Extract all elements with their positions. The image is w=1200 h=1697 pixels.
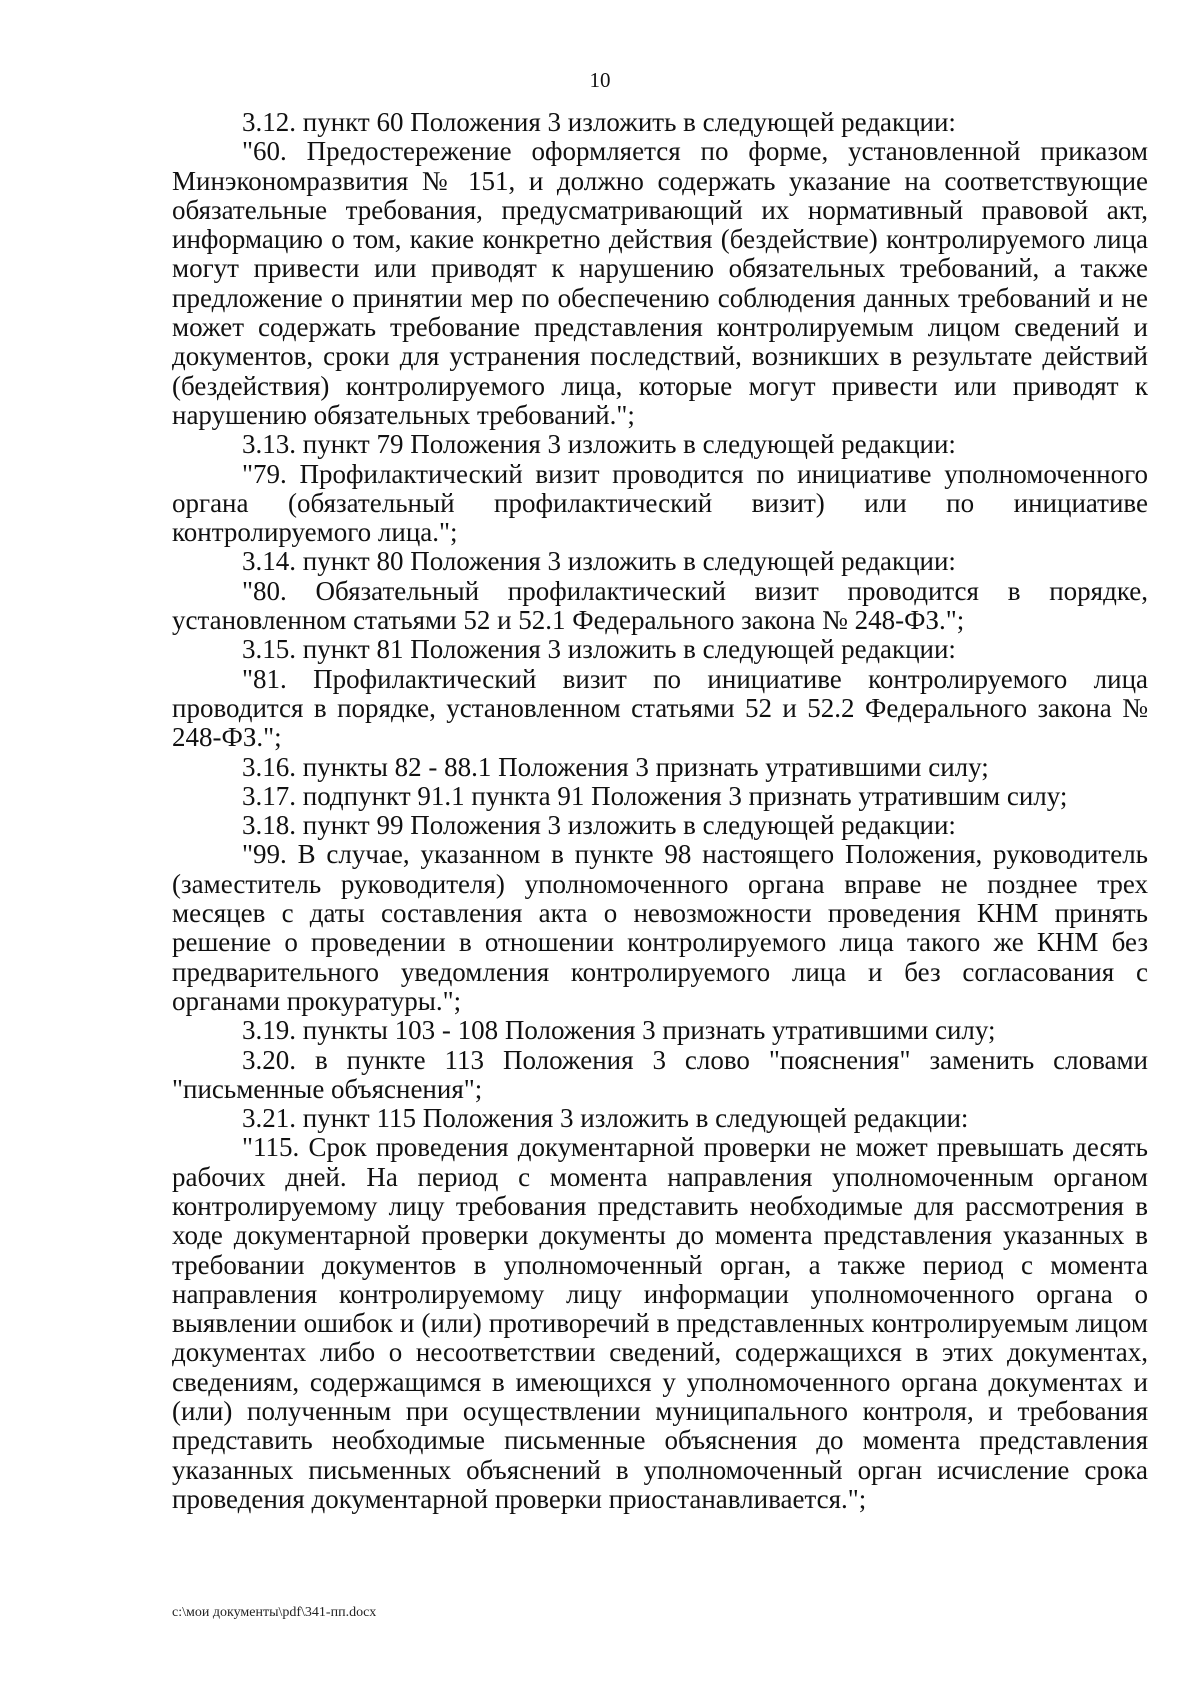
paragraph-3-21-heading: 3.21. пункт 115 Положения 3 изложить в следующей редакции: <box>242 1103 969 1134</box>
paragraph-3-15-heading: 3.15. пункт 81 Положения 3 изложить в следующей редакции: <box>242 634 956 665</box>
paragraph-3-17: 3.17. подпункт 91.1 пункта 91 Положения 3 признать утратившим силу; <box>242 780 1068 811</box>
paragraph-3-20: 3.20. в пункте 113 Положения 3 слово "пояснения" заменить словами "письменные объяснения"; <box>172 1044 1148 1104</box>
document-body <box>172 108 1148 1514</box>
paragraph-3-18-heading: 3.18. пункт 99 Положения 3 изложить в следующей редакции: <box>242 810 956 841</box>
paragraph-115-text: "115. Срок проведения документарной проверки не может превышать десять рабочих дней. На период с момента направления уполномоченным органом контролируемому лицу требования представить необходимые для рассмотрения в ходе документарной проверки документы до момента представления указанных в требовании документов в уполномоченный орган, а также период с момента направления контролируемому лицу информации уполномоченного органа о выявлении ошибок и (или) противоречий в представленных контролируемым лицом документах либо о несоответствии сведений, содержащихся в этих документах, сведениям, содержащимся в имеющихся у уполномоченного органа документах и (или) полученным при осуществлении муниципального контроля, и требования представить необходимые письменные объяснения до момента представления указанных письменных объяснений в уполномоченный орган исчисление срока проведения документарной проверки приостанавливается."; <box>172 1132 1148 1514</box>
paragraph-3-13-heading: 3.13. пункт 79 Положения 3 изложить в следующей редакции: <box>242 429 956 460</box>
paragraph-79-text: "79. Профилактический визит проводится по инициативе уполномоченного органа (обязательный профилактический визит) или по инициативе контролируемого лица."; <box>172 458 1148 548</box>
page-number: 10 <box>589 68 611 92</box>
paragraph-3-16: 3.16. пункты 82 - 88.1 Положения 3 признать утратившими силу; <box>242 751 989 782</box>
paragraph-60-text: "60. Предостережение оформляется по форме, установленной приказом Минэкономразвития № 151, и должно содержать указание на соответствующие обязательные требования, предусматривающий их нормативный правовой акт, информацию о том, какие конкретно действия (бездействие) контролируемого лица могут привести или приводят к нарушению обязательных требований, а также предложение о принятии мер по обеспечению соблюдения данных требований и не может содержать требование представления контролируемым лицом сведений и документов, сроки для устранения последствий, возникших в результате действий (бездействия) контролируемого лица, которые могут привести или приводят к нарушению обязательных требований."; <box>172 136 1148 430</box>
paragraph-80-text: "80. Обязательный профилактический визит проводится в порядке, установленном статьями 52 и 52.1 Федерального закона № 248-ФЗ."; <box>172 575 1148 636</box>
footer-file-path: c:\мои документы\pdf\341-пп.docx <box>172 1605 377 1620</box>
paragraph-3-19: 3.19. пункты 103 - 108 Положения 3 признать утратившими силу; <box>242 1015 996 1046</box>
paragraph-99-text: "99. В случае, указанном в пункте 98 настоящего Положения, руководитель (заместитель руководителя) уполномоченного органа вправе не позднее трех месяцев с даты составления акта о невозможности проведения КНМ принять решение о проведении в отношении контролируемого лица такого же КНМ без предварительного уведомления контролируемого лица и без согласования с органами прокуратуры."; <box>172 839 1148 1016</box>
paragraph-3-14-heading: 3.14. пункт 80 Положения 3 изложить в следующей редакции: <box>242 546 956 577</box>
paragraph-81-text: "81. Профилактический визит по инициативе контролируемого лица проводится в порядке, установленном статьями 52 и 52.2 Федерального закона № 248-ФЗ."; <box>172 663 1148 753</box>
paragraph-3-12-heading: 3.12. пункт 60 Положения 3 изложить в следующей редакции: <box>242 107 956 137</box>
